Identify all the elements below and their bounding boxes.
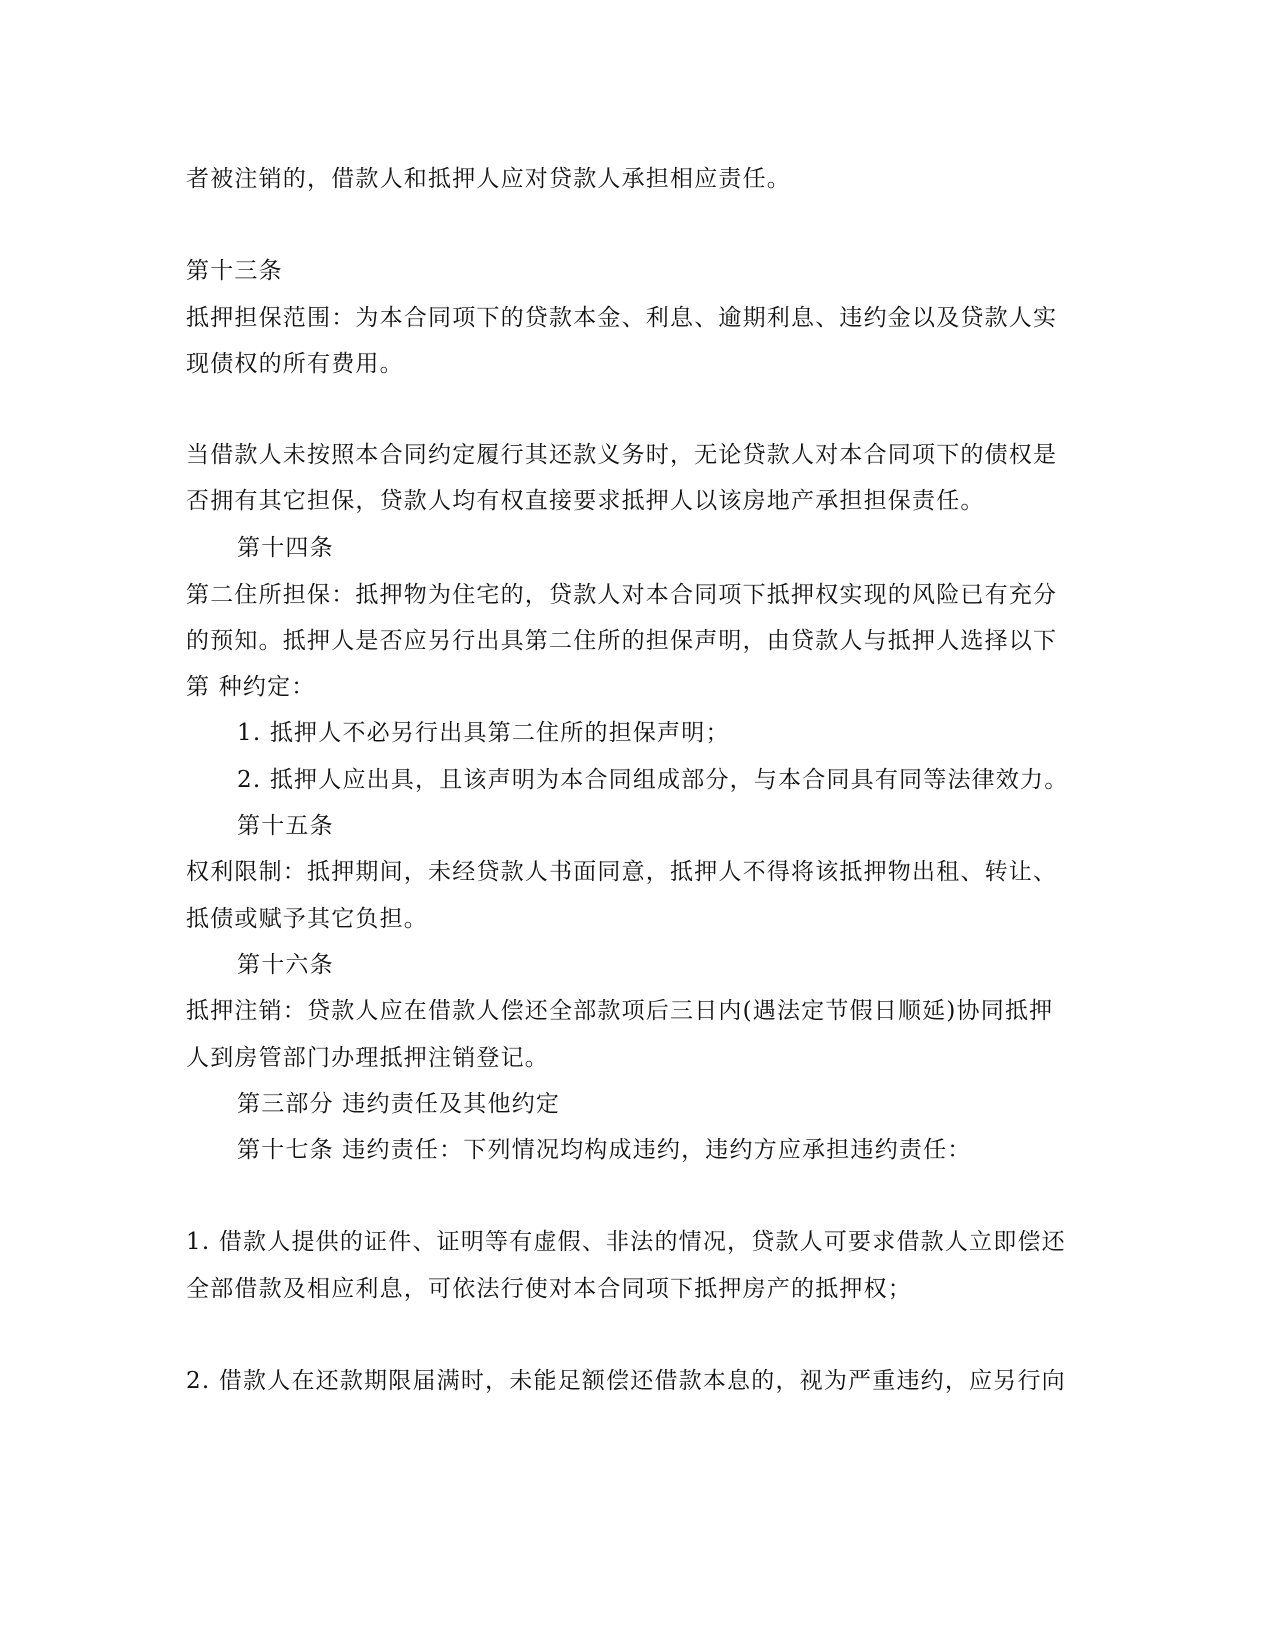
text-line: 权利限制：抵押期间，未经贷款人书面同意，抵押人不得将该抵押物出租、转让、: [186, 859, 1058, 885]
article-heading: 第十四条: [237, 535, 334, 561]
article-heading: 第十七条 违约责任：下列情况均构成违约，违约方应承担违约责任：: [237, 1137, 972, 1163]
text-line: 全部借款及相应利息，可依法行使对本合同项下抵押房产的抵押权；: [186, 1276, 912, 1302]
article-heading: 第十五条: [237, 813, 334, 839]
article-heading: 第十三条: [186, 258, 283, 284]
text-line: 抵押担保范围：为本合同项下的贷款本金、利息、逾期利息、违约金以及贷款人实: [186, 305, 1058, 331]
text-line: 第二住所担保：抵押物为住宅的，贷款人对本合同项下抵押权实现的风险已有充分: [186, 582, 1058, 608]
article-heading: 第十六条: [237, 952, 334, 978]
text-line: 第 种约定：: [186, 674, 316, 700]
section-heading: 第三部分 违约责任及其他约定: [237, 1091, 561, 1117]
text-line: 人到房管部门办理抵押注销登记。: [186, 1045, 549, 1071]
text-line: 者被注销的，借款人和抵押人应对贷款人承担相应责任。: [186, 166, 791, 192]
text-line: 抵债或赋予其它负担。: [186, 906, 428, 932]
list-item: 1. 抵押人不必另行出具第二住所的担保声明；: [237, 720, 730, 746]
list-item: 1. 借款人提供的证件、证明等有虚假、非法的情况，贷款人可要求借款人立即偿还: [186, 1229, 1066, 1255]
list-item: 2. 抵押人应出具，且该声明为本合同组成部分，与本合同具有同等法律效力。: [237, 767, 1069, 793]
text-line: 现债权的所有费用。: [186, 351, 404, 377]
text-line: 当借款人未按照本合同约定履行其还款义务时，无论贷款人对本合同项下的债权是: [186, 442, 1058, 468]
list-item: 2. 借款人在还款期限届满时，未能足额偿还借款本息的，视为严重违约，应另行向: [186, 1368, 1066, 1394]
text-line: 抵押注销：贷款人应在借款人偿还全部款项后三日内(遇法定节假日顺延)协同抵押: [186, 998, 1054, 1024]
text-line: 的预知。抵押人是否应另行出具第二住所的担保声明，由贷款人与抵押人选择以下: [186, 628, 1058, 654]
text-line: 否拥有其它担保，贷款人均有权直接要求抵押人以该房地产承担担保责任。: [186, 488, 985, 514]
